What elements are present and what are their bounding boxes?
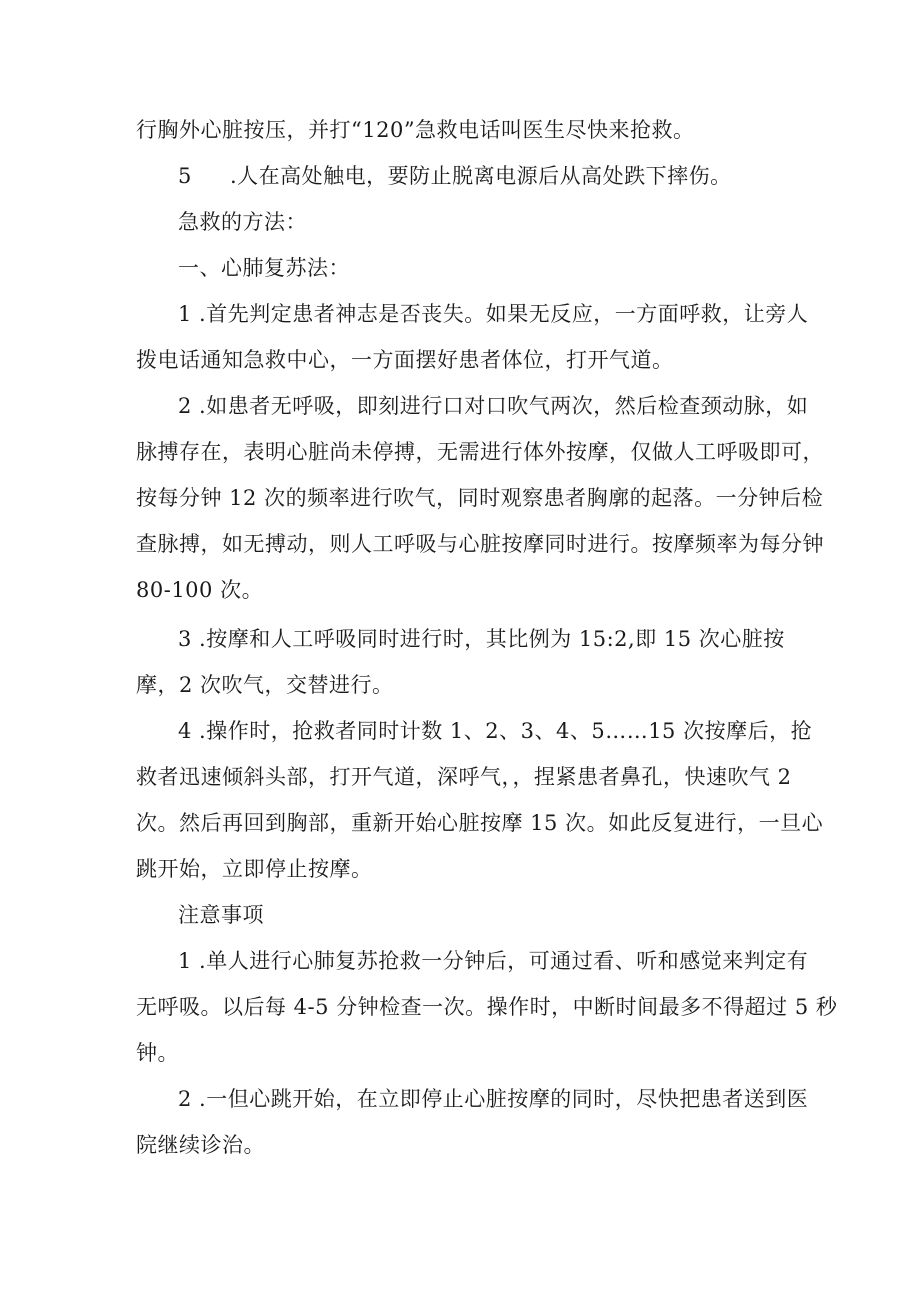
text-line: 3 .按摩和人工呼吸同时进行时，其比例为 15:2,即 15 次心脏按 [178, 627, 785, 651]
text-line: 2 .一但心跳开始，在立即停止心脏按摩的同时，尽快把患者送到医 [178, 1087, 809, 1111]
list-number: 5 [178, 164, 192, 188]
text-line: 80-100 次。 [136, 578, 264, 602]
text-line: 拨电话通知急救中心，一方面摆好患者体位，打开气道。 [136, 348, 674, 372]
text-line: .人在高处触电，要防止脱离电源后从高处跌下摔伤。 [230, 164, 732, 188]
section-heading: 急救的方法： [178, 210, 307, 234]
text-line: 钟。 [136, 1041, 179, 1065]
text-line: 次。然后再回到胸部，重新开始心脏按摩 15 次。如此反复进行，一旦心 [136, 811, 824, 835]
section-heading: 注意事项 [178, 903, 264, 927]
text-line: 院继续诊治。 [136, 1133, 265, 1157]
text-line: 摩，2 次吹气，交替进行。 [136, 673, 394, 697]
text-line: 行胸外心脏按压，并打“120”急救电话叫医生尽快来抢救。 [136, 118, 695, 142]
text-line: 4 .操作时，抢救者同时计数 1、2、3、4、5……15 次按摩后，抢 [178, 719, 813, 743]
text-line: 2 .如患者无呼吸，即刻进行口对口吹气两次，然后检查颈动脉，如 [178, 394, 809, 418]
text-line: 脉搏存在，表明心脏尚未停搏，无需进行体外按摩，仅做人工呼吸即可， [136, 440, 824, 464]
text-line: 救者迅速倾斜头部，打开气道，深呼气，，捏紧患者鼻孔，快速吹气 2 [136, 765, 792, 789]
section-heading: 一、心肺复苏法： [178, 256, 350, 280]
text-line: 按每分钟 12 次的频率进行吹气，同时观察患者胸廓的起落。一分钟后检 [136, 486, 824, 510]
text-line: 跳开始，立即停止按摩。 [136, 857, 373, 881]
text-line: 1 .单人进行心肺复苏抢救一分钟后，可通过看、听和感觉来判定有 [178, 949, 809, 973]
text-line: 无呼吸。以后每 4-5 分钟检查一次。操作时，中断时间最多不得超过 5 秒 [136, 995, 838, 1019]
text-line: 1 .首先判定患者神志是否丧失。如果无反应，一方面呼救，让旁人 [178, 302, 809, 326]
text-line: 查脉搏，如无搏动，则人工呼吸与心脏按摩同时进行。按摩频率为每分钟 [136, 532, 824, 556]
